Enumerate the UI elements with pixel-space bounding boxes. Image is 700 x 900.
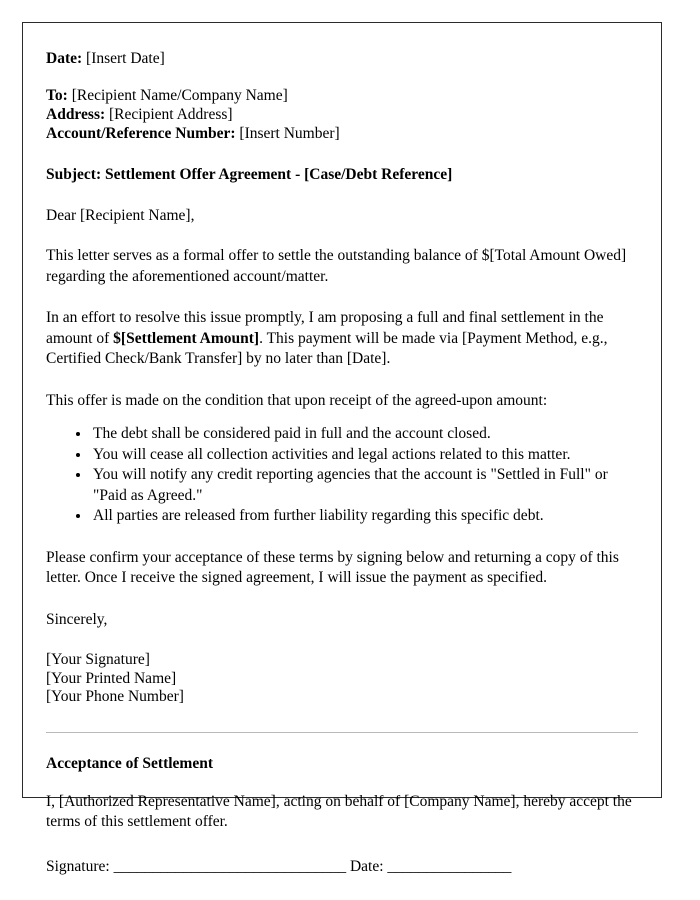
acceptance-heading: Acceptance of Settlement: [46, 754, 213, 772]
phone-number-placeholder: [Your Phone Number]: [46, 688, 184, 705]
acceptance-signature-fields: [46, 857, 638, 878]
section-divider: [46, 732, 638, 733]
acceptance-body: I, [Authorized Representative Name], acting on behalf of [Company Name], hereby accept the terms of this settlement offer.: [46, 792, 632, 830]
date-value: [Insert Date]: [86, 50, 165, 67]
signature-block: [46, 651, 638, 707]
settlement-text-part-1: In an effort to resolve this issue promptly, I am proposing a full and final settlement in the amount of: [46, 309, 604, 347]
date-line: [46, 49, 638, 68]
date-field-rule[interactable]: ________________: [387, 857, 512, 875]
paragraph-settlement-terms: [46, 308, 638, 370]
date-field-label: Date:: [349, 857, 384, 875]
conditions-list: [46, 424, 638, 527]
conditions-intro: This offer is made on the condition that upon receipt of the agreed-upon amount:: [46, 391, 548, 409]
address-value: [Recipient Address]: [109, 106, 233, 123]
letter-content: [23, 23, 661, 877]
sign-off: Sincerely,: [46, 610, 108, 628]
address-label: Address:: [46, 106, 106, 123]
header-spacer: [46, 68, 638, 86]
to-value: [Recipient Name/Company Name]: [71, 87, 288, 104]
list-item: • You will cease all collection activities and legal actions related to this matter.: [91, 445, 638, 466]
account-value: [Insert Number]: [239, 125, 340, 142]
address-line: [46, 105, 638, 124]
letter-page: [22, 22, 662, 875]
account-label: Account/Reference Number:: [46, 125, 236, 142]
date-label: Date:: [46, 50, 83, 67]
subject-line: Subject: Settlement Offer Agreement - [Case/Debt Reference]: [46, 166, 453, 183]
settlement-amount-emphasis: $[Settlement Amount]: [113, 329, 260, 347]
paragraph-offer: This letter serves as a formal offer to settle the outstanding balance of $[Total Amount Owed] regarding the aforementioned account/matter.: [46, 247, 627, 285]
settlement-text-part-2: . This payment will be made via [Payment Method, e.g., Certified Check/Bank Transfer] by no later than [Date].: [46, 329, 608, 367]
signature-field-label: Signature:: [46, 857, 110, 875]
signature-placeholder: [Your Signature]: [46, 651, 150, 668]
closing-paragraph: Please confirm your acceptance of these terms by signing below and returning a copy of this letter. Once I receive the signed agreement, I will issue the payment as specified.: [46, 548, 619, 586]
list-item: • You will notify any credit reporting agencies that the account is "Settled in Full" or "Paid as Agreed.": [91, 465, 638, 506]
list-item: • The debt shall be considered paid in full and the account closed.: [91, 424, 638, 445]
printed-name-placeholder: [Your Printed Name]: [46, 669, 177, 687]
salutation: Dear [Recipient Name],: [46, 207, 195, 224]
to-label: To:: [46, 87, 68, 104]
signature-field-rule[interactable]: ______________________________: [113, 857, 347, 875]
recipient-line: [46, 86, 638, 105]
account-reference-line: [46, 124, 638, 143]
list-item: • All parties are released from further liability regarding this specific debt.: [91, 506, 638, 527]
